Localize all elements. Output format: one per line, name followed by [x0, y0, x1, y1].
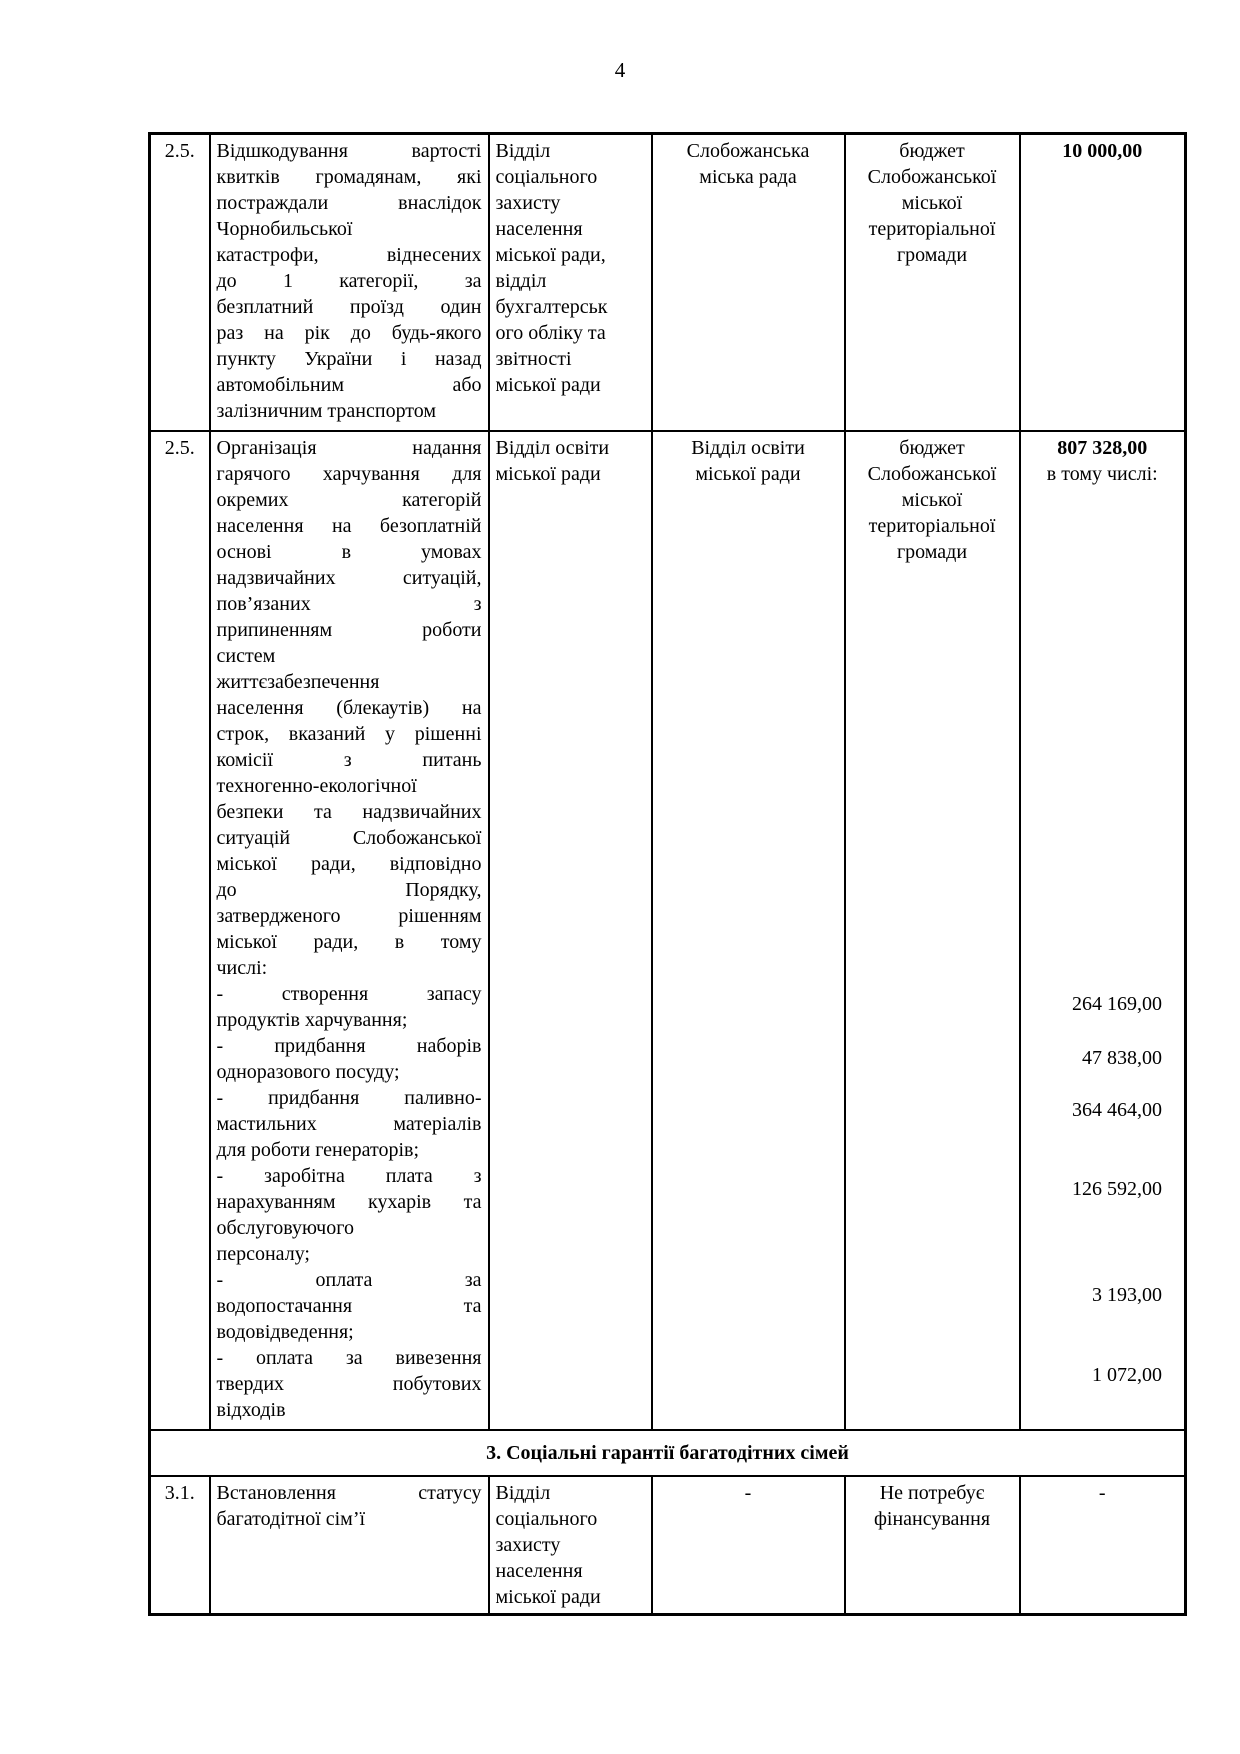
- sub-amount-disposable-tableware: 47 838,00: [1082, 1046, 1162, 1069]
- cell-measure-description: Організація надання гарячого харчування для окремих категорій населення на безоплатній основі в умовах надзвичайних ситуацій, пов’язаних з припиненням роботи систем життєзабезпечення населення (блекаутів) на строк, вказаний у рішенні комісії з питань техногенно-екологічної безпеки та надзвичайних ситуацій Слобожанської міської ради, відповідно до Порядку, затвердженого рішенням міської ради, в тому числі: - створення запасу продуктів харчування; - придбання наборів одноразового посуду; - придбання паливно- мастильних матеріалів для роботи генераторів; - заробітна плата з нарахуванням кухарів та обслуговуючого персоналу; - оплата за водопостачання та водовідведення; - оплата за вивезення твердих побутових відходів: [210, 431, 489, 1430]
- cell-responsible-department: Відділ соціального захисту населення міської ради: [489, 1476, 652, 1615]
- amount-note: в тому числі:: [1046, 462, 1158, 485]
- section-3-header-row: [150, 1430, 1186, 1476]
- cell-item-number: 2.5.: [150, 431, 210, 1430]
- amount-value: 10 000,00: [1062, 140, 1143, 162]
- sub-amount-waste-removal: 1 072,00: [1092, 1363, 1162, 1386]
- section-3-title: 3. Соціальні гарантії багатодітних сімей: [150, 1430, 1186, 1476]
- program-measures-table: [148, 132, 1187, 1616]
- amount-total-value: 807 328,00: [1057, 436, 1148, 459]
- cell-item-number: 3.1.: [150, 1476, 210, 1615]
- cell-item-number: 2.5.: [150, 134, 210, 431]
- cell-responsible-department: Відділ освіти міської ради: [489, 431, 652, 1430]
- cell-measure-description: Відшкодування вартості квитків громадянам, які постраждали внаслідок Чорнобильської катастрофи, віднесених до 1 категорії, за безплатний проїзд один раз на рік до будь-якого пункту України і назад автомобільним або залізничним транспортом: [210, 134, 489, 431]
- row-2-5-hot-meals: [150, 431, 1186, 1430]
- cell-amount: [1020, 134, 1186, 431]
- cell-executor: Відділ освіти міської ради: [652, 431, 845, 1430]
- cell-measure-description: Встановлення статусу багатодітної сім’ї: [210, 1476, 489, 1615]
- cell-responsible-department: Відділ соціального захисту населення міської ради, відділ бухгалтерськ ого обліку та звітності міської ради: [489, 134, 652, 431]
- page-number: 4: [614, 58, 626, 82]
- sub-amount-salaries: 126 592,00: [1072, 1177, 1162, 1200]
- cell-executor: -: [652, 1476, 845, 1615]
- cell-amount: [1020, 431, 1186, 1430]
- cell-amount: -: [1020, 1476, 1186, 1615]
- cell-executor: Слобожанська міська рада: [652, 134, 845, 431]
- row-2-5-ticket-compensation: [150, 134, 1186, 431]
- cell-funding-source: бюджет Слобожанської міської територіальної громади: [845, 134, 1020, 431]
- row-3-1-family-status: [150, 1476, 1186, 1615]
- sub-amount-fuel-lubricants: 364 464,00: [1072, 1098, 1162, 1121]
- sub-amount-water-supply: 3 193,00: [1092, 1283, 1162, 1306]
- cell-funding-source: бюджет Слобожанської міської територіальної громади: [845, 431, 1020, 1430]
- sub-amount-food-stock: 264 169,00: [1072, 992, 1162, 1015]
- cell-funding-source: Не потребує фінансування: [845, 1476, 1020, 1615]
